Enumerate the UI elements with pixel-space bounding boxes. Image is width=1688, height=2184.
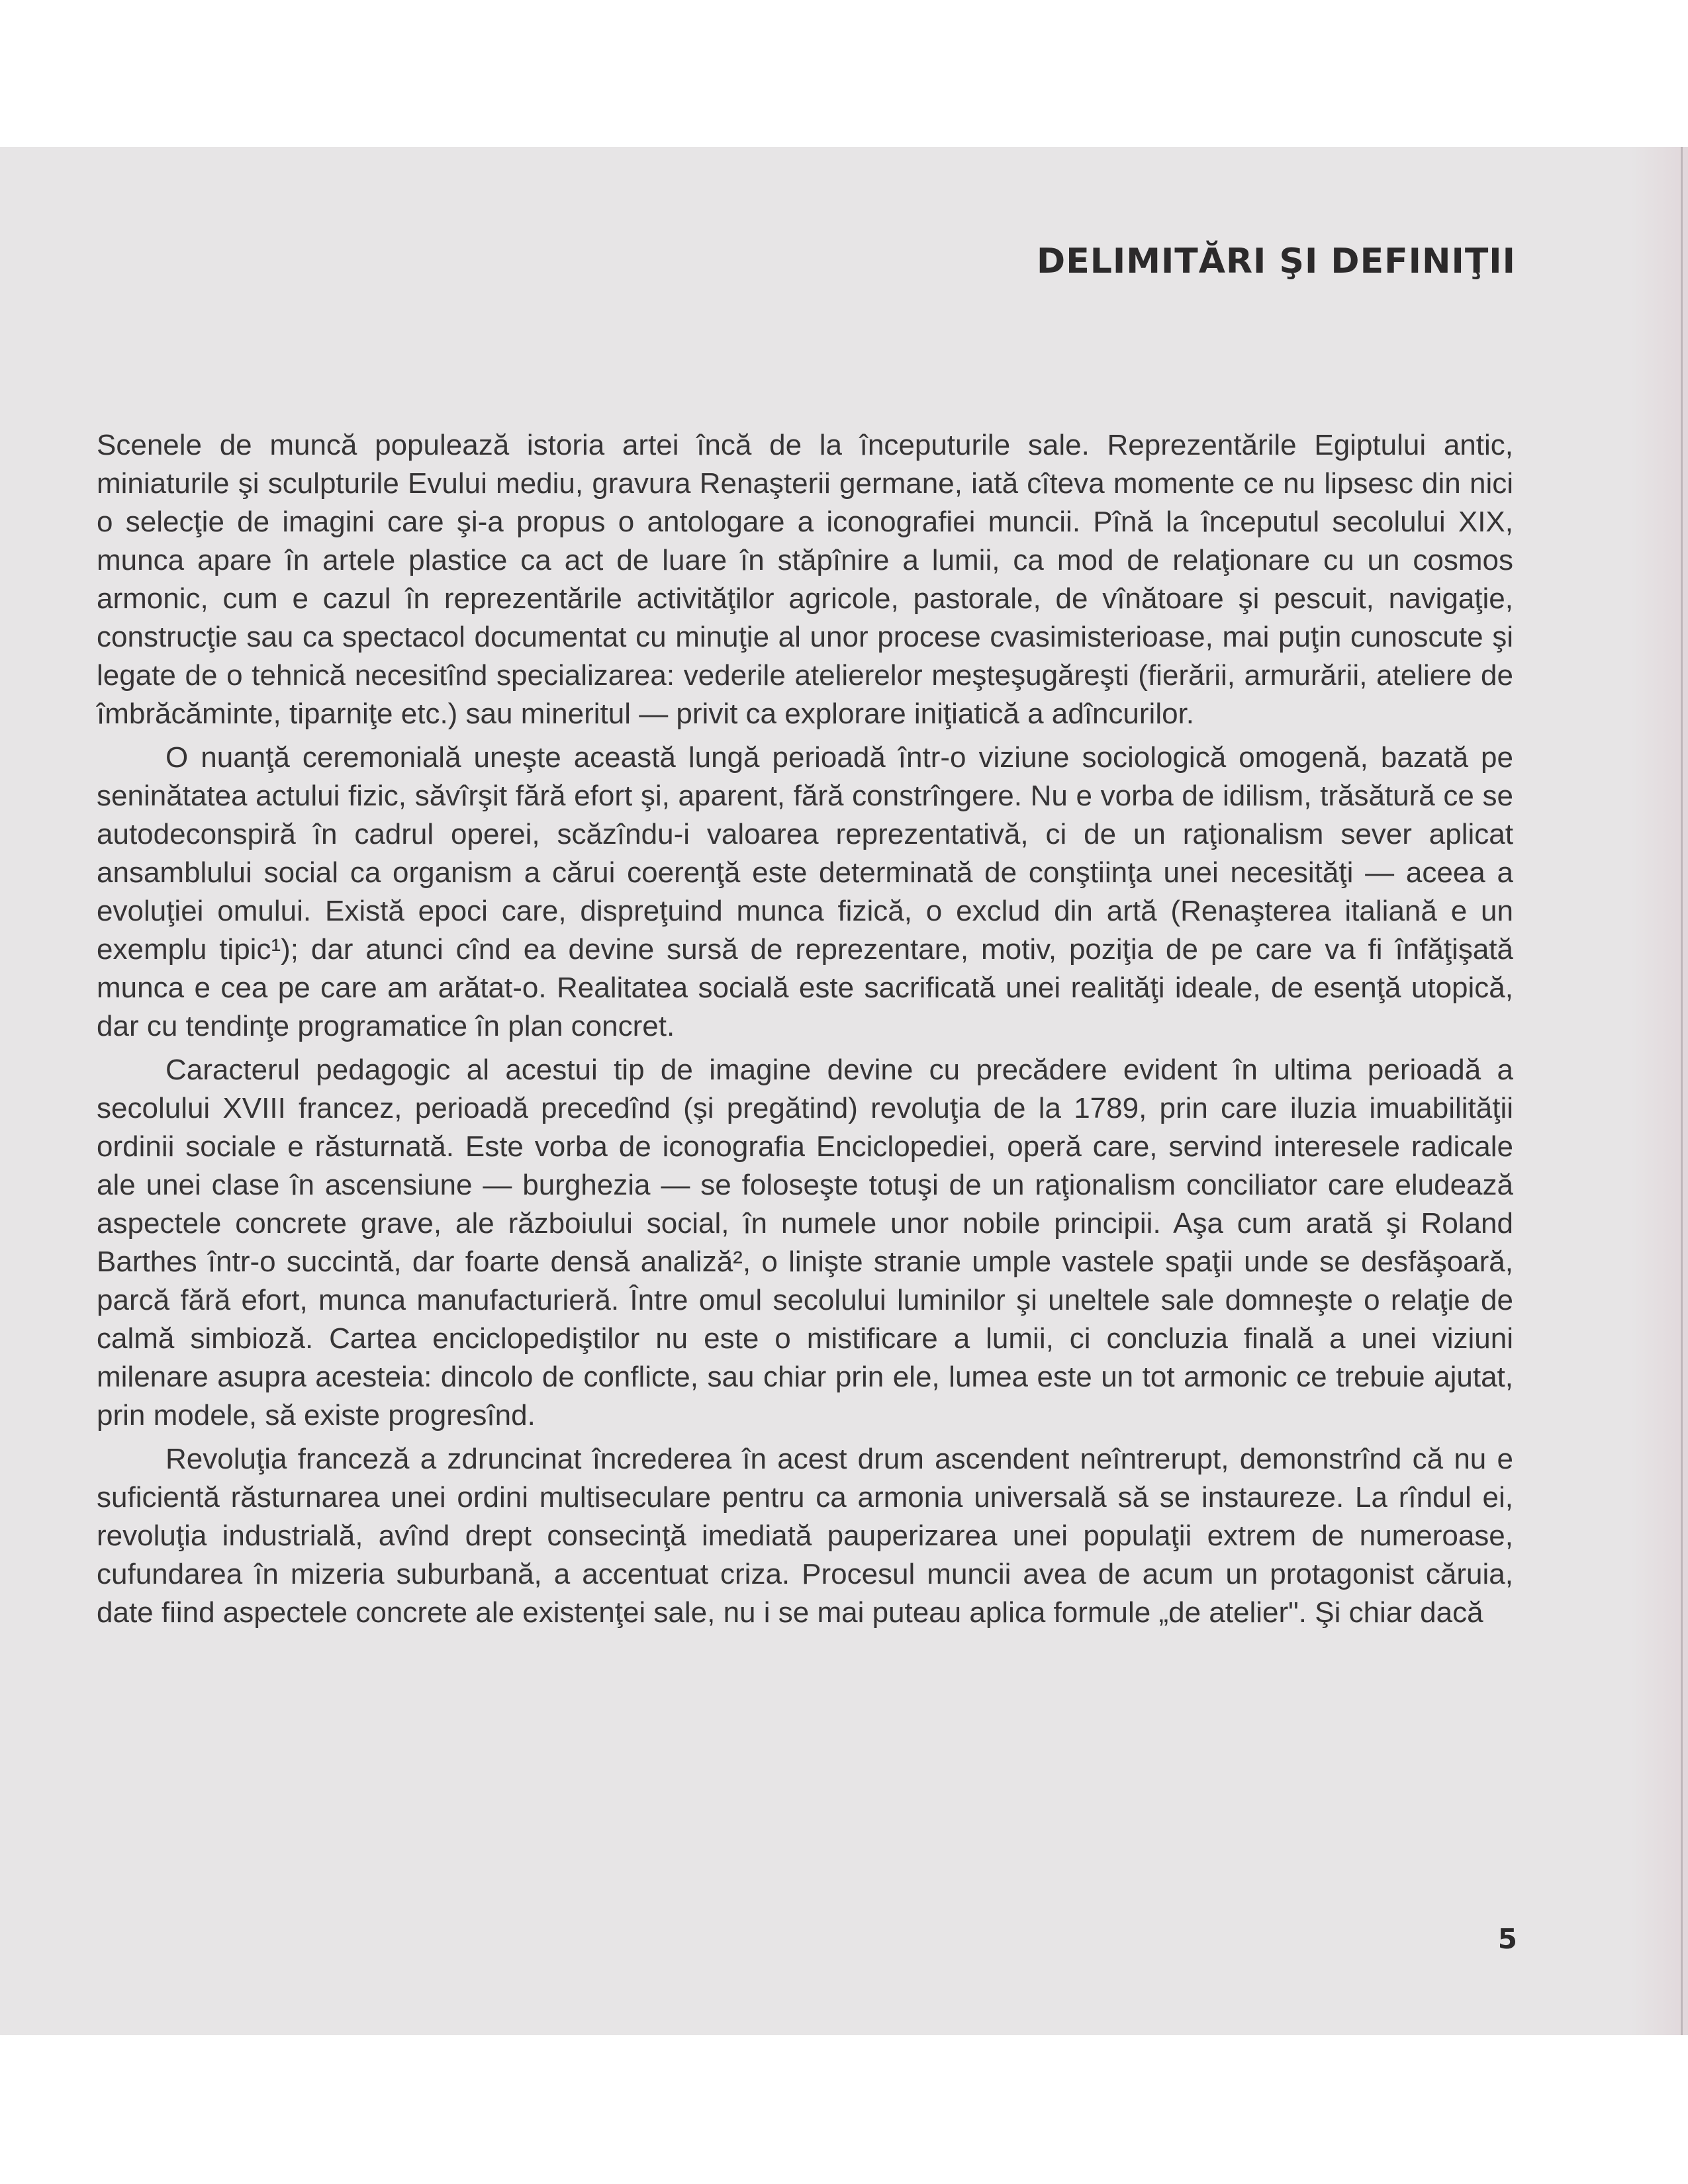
paragraph-2: O nuanţă ceremonială uneşte această lungă perioadă într-o viziune sociologică omogenă, bazată pe seninătatea actului fizic, săvîrşit fără efort şi, aparent, fără constrîngere. Nu e vorba de idilism, trăsătură ce se autodeconspiră în cadrul operei, scăzîndu-i valoarea reprezentativă, ci de un raţionalism sever aplicat ansamblului social ca organism a cărui coerenţă este determinată de conştiinţa unei necesităţi — aceea a evoluţiei omului. Există epoci care, dispreţuind munca fizică, o exclud din artă (Renaşterea italiană e un exemplu tipic¹); dar atunci cînd ea devine sursă de reprezentare, motiv, poziţia de pe care va fi înfăţişată munca e cea pe care am arătat-o. Realitatea socială este sacrificată unei realităţi ideale, de esenţă utopică, dar cu tendinţe programatice în plan concret. [97,741,1513,1042]
body-text [97,426,1513,1637]
paragraph-4: Revoluţia franceză a zdruncinat încrederea în acest drum ascendent neîntrerupt, demonstrînd că nu e suficientă răsturnarea unei ordini multiseculare pentru ca armonia universală să se instaureze. La rîndul ei, revoluţia industrială, avînd drept consecinţă imediată pauperizarea unei populaţii extrem de numeroase, cufundarea în mizeria suburbană, a accentuat criza. Procesul muncii avea de acum un protagonist căruia, date fiind aspectele concrete ale existenţei sale, nu i se mai puteau aplica formule „de atelier". Şi chiar dacă [97,1443,1513,1629]
paragraph-1: Scenele de muncă populează istoria artei încă de la începuturile sale. Reprezentările Egiptului antic, miniaturile şi sculpturile Evului mediu, gravura Renaşterii germane, iată cîteva momente ce nu lipsesc din nici o selecţie de imagini care şi-a propus o antologare a iconografiei muncii. Pînă la începutul secolului XIX, munca apare în artele plastice ca act de luare în stăpînire a lumii, ca mod de relaţionare cu un cosmos armonic, cum e cazul în reprezentările activităţilor agricole, pastorale, de vînătoare şi pescuit, navigaţie, construcţie sau ca spectacol documentat cu minuţie al unor procese cvasimisterioase, mai puţin cunoscute şi legate de o tehnică necesitînd specializarea: vederile atelierelor meşteşugăreşti (fierării, armurării, ateliere de îmbrăcăminte, tiparniţe etc.) sau mineritul — privit ca explorare iniţiatică a adîncurilor. [97,429,1513,730]
chapter-title: DELIMITĂRI ŞI DEFINIŢII [1037,242,1516,281]
book-page [0,147,1688,2035]
page-edge [1681,147,1683,2035]
page-number: 5 [1497,1923,1517,1955]
paragraph-3: Caracterul pedagogic al acestui tip de imagine devine cu precădere evident în ultima perioadă a secolului XVIII francez, perioadă precedînd (şi pregătind) revoluţia de la 1789, prin care iluzia imuabilităţii ordinii sociale e răsturnată. Este vorba de iconografia Enciclopediei, operă care, servind interesele radicale ale unei clase în ascensiune — burghezia — se foloseşte totuşi de un raţionalism conciliator care eludează aspectele concrete grave, ale războiului social, în numele unor nobile principii. Aşa cum arată şi Roland Barthes într-o succintă, dar foarte densă analiză², o linişte stranie umple vastele spaţii unde se desfăşoară, parcă fără efort, munca manufacturieră. Între omul secolului luminilor şi uneltele sale domneşte o relaţie de calmă simbioză. Cartea enciclopediştilor nu este o mistificare a lumii, ci concluzia finală a unei viziuni milenare asupra acesteia: dincolo de conflicte, sau chiar prin ele, lumea este un tot armonic ce trebuie ajutat, prin modele, să existe progresînd. [97,1054,1513,1432]
